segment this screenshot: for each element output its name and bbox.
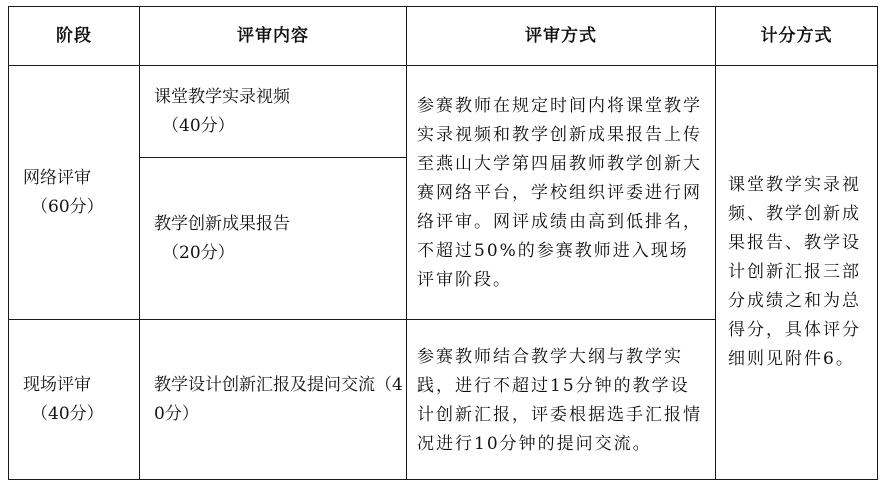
online-method: 参赛教师在规定时间内将课堂教学实录视频和教学创新成果报告上传至燕山大学第四届教师教学创新大赛网络平台，学校组织评委进行网络评审。网评成绩由高到低排名，不超过50%的参赛教师进入现场评审阶段。 bbox=[407, 66, 716, 320]
header-method: 评审方式 bbox=[407, 7, 716, 66]
onsite-stage-cell bbox=[9, 320, 140, 480]
online-item-report-title: 教学创新成果报告 bbox=[154, 213, 290, 234]
header-scoring: 计分方式 bbox=[716, 7, 878, 66]
online-stage-name: 网络评审 bbox=[23, 167, 91, 188]
online-stage-score: （60分） bbox=[31, 196, 104, 217]
onsite-method: 参赛教师结合教学大纲与教学实践，进行不超过15分钟的教学设计创新汇报，评委根据选手汇报情况进行10分钟的提问交流。 bbox=[407, 320, 716, 480]
header-stage: 阶段 bbox=[9, 7, 140, 66]
header-content: 评审内容 bbox=[140, 7, 407, 66]
onsite-item: 教学设计创新汇报及提问交流（40分） bbox=[140, 320, 407, 480]
online-item-report bbox=[140, 158, 407, 320]
online-item-video-title: 课堂教学实录视频 bbox=[154, 86, 290, 107]
online-item-video bbox=[140, 66, 407, 158]
online-stage-cell bbox=[9, 66, 140, 320]
online-item-report-score: （20分） bbox=[162, 242, 235, 263]
header-row bbox=[9, 7, 878, 66]
onsite-stage-score: （40分） bbox=[31, 403, 104, 424]
online-item-video-score: （40分） bbox=[162, 115, 235, 136]
onsite-stage-name: 现场评审 bbox=[23, 374, 91, 395]
online-row-1 bbox=[9, 66, 878, 158]
scoring-method: 课堂教学实录视频、教学创新成果报告、教学设计创新汇报三部分成绩之和为总得分，具体评分细则见附件6。 bbox=[716, 66, 878, 480]
evaluation-table bbox=[8, 6, 878, 480]
